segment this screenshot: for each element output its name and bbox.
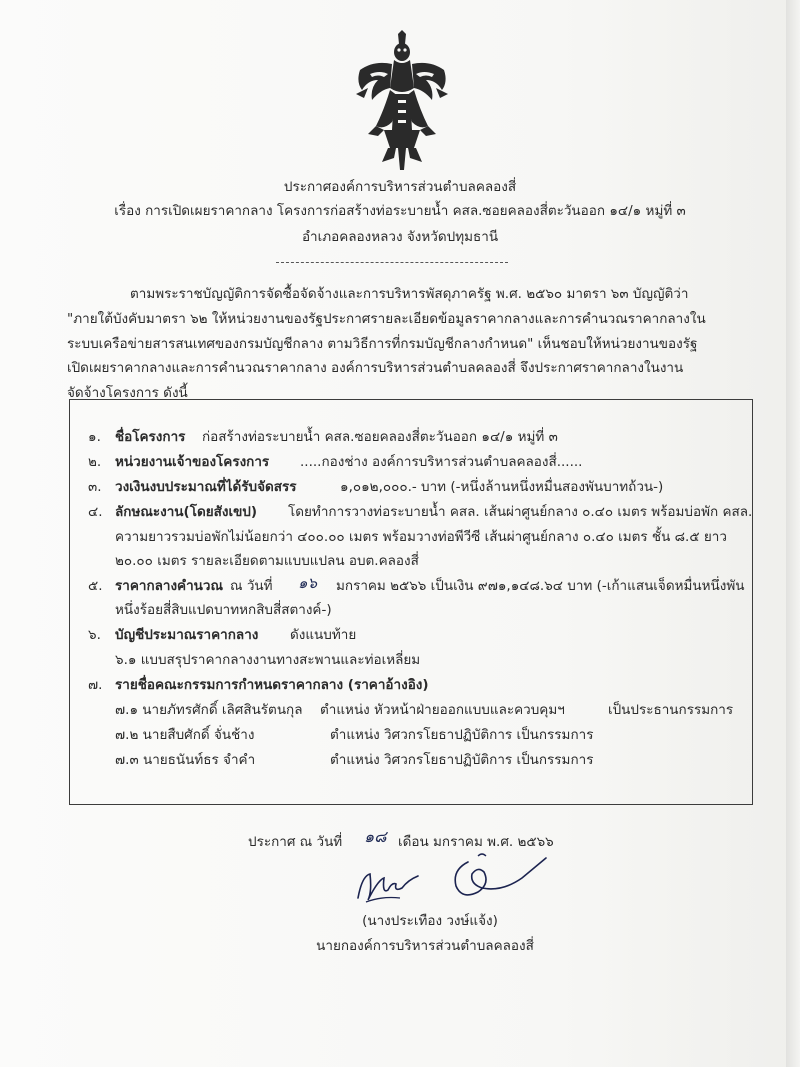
median-price-value: หนึ่งร้อยสี่สิบแปดบาทหกสิบสี่สตางค์-)	[115, 602, 332, 618]
item-number: ๗.	[88, 677, 103, 693]
median-price-label: ราคากลางคำนวณ	[115, 578, 224, 594]
announcement-location: อำเภอคลองหลวง จังหวัดปทุมธานี	[301, 229, 499, 245]
signer-name: (นางประเทือง วงษ์แจ้ง)	[362, 913, 498, 929]
work-description-value: ๒๐.๐๐ เมตร รายละเอียดตามแบบแปลน อบต.คลองสี่	[115, 553, 419, 569]
item-number: ๓.	[88, 479, 102, 495]
intro-line: จัดจ้างโครงการ ดังนี้	[67, 385, 188, 401]
initial-signature	[352, 862, 422, 908]
committee-member-position: ตำแหน่ง หัวหน้าฝ่ายออกแบบและควบคุมฯ	[320, 702, 565, 718]
median-price-value: มกราคม ๒๕๖๖ เป็นเงิน ๙๗๑,๑๔๘.๖๔ บาท (-เก้าแสนเจ็ดหมื่นหนึ่งพัน	[336, 578, 745, 594]
work-description-value: โดยทำการวางท่อระบายน้ำ คสล. เส้นผ่าศูนย์กลาง ๐.๔๐ เมตร พร้อมบ่อพัก คสล.	[288, 504, 753, 520]
price-schedule-value: ดังแนบท้าย	[290, 627, 357, 643]
project-name-label: ชื่อโครงการ	[115, 429, 186, 445]
page-edge-shadow	[786, 0, 800, 1067]
announce-date-prefix: ประกาศ ณ วันที่	[248, 834, 343, 850]
committee-member-name: ๗.๑ นายภัทรศักดิ์ เลิศสินรัตนกุล	[115, 702, 303, 718]
item-number: ๖.	[88, 627, 101, 643]
work-description-value: ความยาวรวมบ่อพักไม่น้อยกว่า ๔๐๐.๐๐ เมตร พร้อมวางท่อพีวีซี เส้นผ่าศูนย์กลาง ๐.๔๐ เมตร ชั้น ๘.๕ ยาว	[115, 529, 727, 545]
committee-member-name: ๗.๒ นายสืบศักดิ์ จั่นช้าง	[115, 727, 255, 743]
committee-member-role: เป็นประธานกรรมการ	[608, 702, 734, 718]
item-number: ๑.	[88, 429, 101, 445]
signer-title: นายกองค์การบริหารส่วนตำบลคลองสี่	[316, 938, 534, 954]
price-schedule-subitem: ๖.๑ แบบสรุปราคากลางงานทางสะพานและท่อเหลี่ยม	[115, 652, 421, 668]
committee-member-name: ๗.๓ นายธนันท์ธร จำคำ	[115, 752, 256, 768]
garuda-emblem-icon	[354, 30, 450, 172]
intro-line: เปิดเผยราคากลางและการคำนวณราคากลาง องค์การบริหารส่วนตำบลคลองสี่ จึงประกาศราคากลางในงาน	[67, 360, 684, 376]
project-owner-value: .....กองช่าง องค์การบริหารส่วนตำบลคลองสี่......	[300, 454, 583, 470]
announce-day-handwritten: ๑๘	[364, 827, 387, 846]
item-number: ๕.	[88, 578, 103, 594]
intro-line: ตามพระราชบัญญัติการจัดซื้อจัดจ้างและการบริหารพัสดุภาครัฐ พ.ศ. ๒๕๖๐ มาตรา ๖๓ บัญญัติว่า	[130, 286, 689, 302]
header-divider	[276, 262, 508, 263]
item-number: ๒.	[88, 454, 102, 470]
committee-member-position: ตำแหน่ง วิศวกรโยธาปฏิบัติการ เป็นกรรมการ	[330, 752, 594, 768]
project-owner-label: หน่วยงานเจ้าของโครงการ	[115, 454, 270, 470]
committee-label: รายชื่อคณะกรรมการกำหนดราคากลาง (ราคาอ้างอิง)	[115, 677, 429, 693]
intro-line: ระบบเครือข่ายสารสนเทศของกรมบัญชีกลาง ตามวิธีการที่กรมบัญชีกลางกำหนด" เห็นชอบให้หน่วยงานของรัฐ	[67, 336, 698, 352]
announcement-subject: เรื่อง การเปิดเผยราคากลาง โครงการก่อสร้างท่อระบายน้ำ คสล.ซอยคลองสี่ตะวันออก ๑๔/๑ หมู่ที่ ๓	[114, 203, 686, 219]
announce-date-month-year: เดือน มกราคม พ.ศ. ๒๕๖๖	[398, 834, 554, 850]
intro-line: "ภายใต้บังคับมาตรา ๖๒ ให้หน่วยงานของรัฐประกาศรายละเอียดข้อมูลราคากลางและการคำนวณราคากลางใน	[67, 311, 706, 327]
mayor-signature	[438, 848, 548, 906]
announcement-title: ประกาศองค์การบริหารส่วนตำบลคลองสี่	[283, 179, 517, 195]
median-price-date-prefix: ณ วันที่	[230, 578, 273, 594]
budget-label: วงเงินงบประมาณที่ได้รับจัดสรร	[115, 479, 297, 495]
committee-member-position: ตำแหน่ง วิศวกรโยธาปฏิบัติการ เป็นกรรมการ	[330, 727, 594, 743]
work-description-label: ลักษณะงาน(โดยสังเขป)	[115, 504, 258, 520]
project-name-value: ก่อสร้างท่อระบายน้ำ คสล.ซอยคลองสี่ตะวันออก ๑๔/๑ หมู่ที่ ๓	[202, 429, 558, 445]
budget-value: ๑,๐๑๒,๐๐๐.- บาท (-หนึ่งล้านหนึ่งหมื่นสองพันบาทถ้วน-)	[340, 479, 664, 495]
median-price-day-handwritten: ๑๖	[298, 574, 318, 592]
price-schedule-label: บัญชีประมาณราคากลาง	[115, 627, 259, 643]
item-number: ๔.	[88, 504, 103, 520]
